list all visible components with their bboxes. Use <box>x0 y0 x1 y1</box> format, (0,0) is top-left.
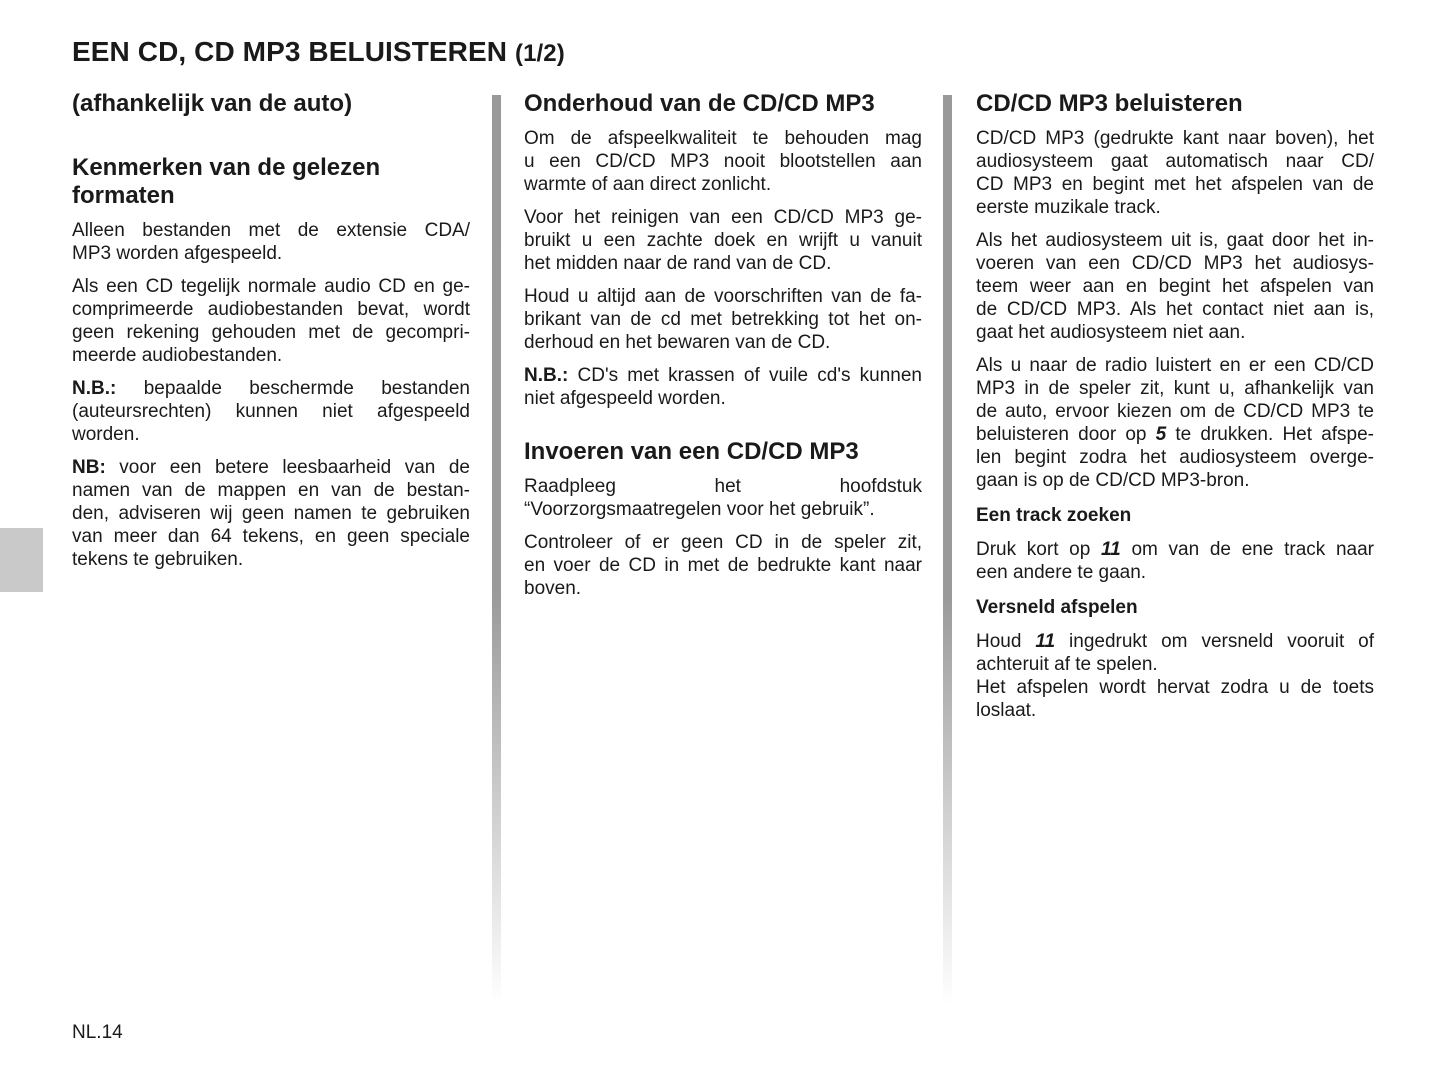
text-line <box>524 364 922 387</box>
text-line: warmte of aan direct zonlicht. <box>524 174 772 195</box>
text-line: (afhankelijk van de auto) <box>72 90 353 117</box>
paragraph <box>524 364 922 410</box>
text-line: Onderhoud van de CD/CD MP3 <box>524 90 875 117</box>
section-heading <box>976 90 1374 118</box>
emphasis-text: 5 <box>1155 424 1167 445</box>
column-left <box>72 90 470 581</box>
text-line: Versneld afspelen <box>976 597 1138 618</box>
paragraph <box>524 531 922 600</box>
chapter-tab-marker <box>0 528 43 592</box>
text-line: Alleen bestanden met de extensie CDA/ <box>72 220 470 241</box>
text-line: Kenmerken van de gelezen <box>72 154 381 181</box>
text-line: Voor het reinigen van een CD/CD MP3 ge- <box>524 207 922 228</box>
text-line: Als een CD tegelijk normale audio CD en ge- <box>72 276 470 297</box>
emphasis-text: 11 <box>1035 631 1056 652</box>
text-line: voeren van een CD/CD MP3 het audiosys- <box>976 253 1374 274</box>
text-line: “Voorzorgsmaatregelen voor het gebruik”. <box>524 499 875 520</box>
text-segment: beluisteren door op <box>976 424 1156 445</box>
text-line: worden. <box>72 424 140 445</box>
paragraph <box>976 676 1374 722</box>
paragraph <box>524 127 922 196</box>
page-title-main: EEN CD, CD MP3 BELUISTEREN <box>72 36 508 67</box>
paragraph <box>72 275 470 367</box>
section-heading <box>72 154 470 210</box>
paragraph <box>976 229 1374 344</box>
text-line: len begint zodra het audiosysteem overge- <box>976 447 1374 468</box>
text-segment: te drukken. Het afspe- <box>1166 424 1374 445</box>
text-line: een andere te gaan. <box>976 562 1147 583</box>
page-title-part: (1/2) <box>515 40 565 67</box>
text-line: brikant van de cd met betrekking tot het on- <box>524 309 922 330</box>
text-line: achteruit af te spelen. <box>976 654 1158 675</box>
text-line: loslaat. <box>976 700 1037 721</box>
text-line: Een track zoeken <box>976 505 1132 526</box>
text-line: den, adviseren wij geen namen te gebruiken <box>72 503 470 524</box>
page-title <box>72 36 565 68</box>
text-line: (auteursrechten) kunnen niet afgespeeld <box>72 401 470 422</box>
text-line: de CD/CD MP3. Als het contact niet aan is, <box>976 299 1374 320</box>
text-line <box>976 423 1374 446</box>
subsection-heading <box>976 596 1374 619</box>
text-line: Als u naar de radio luistert en er een CD/CD <box>976 355 1374 376</box>
text-line: Het afspelen wordt hervat zodra u de toets <box>976 677 1374 698</box>
text-line: het midden naar de rand van de CD. <box>524 253 832 274</box>
text-line: eerste muzikale track. <box>976 197 1161 218</box>
emphasis-text: NB: <box>72 457 106 478</box>
text-line: CD MP3 en begint met het afspelen van de <box>976 174 1374 195</box>
text-segment: ingedrukt om versneld vooruit of <box>1055 631 1375 652</box>
subsection-heading <box>976 504 1374 527</box>
text-line: gaan is op de CD/CD MP3-bron. <box>976 470 1250 491</box>
text-line: MP3 worden afgespeeld. <box>72 243 283 264</box>
text-line: de auto, ervoor kiezen om de CD/CD MP3 te <box>976 401 1374 422</box>
page-number: NL.14 <box>72 1022 123 1043</box>
section-heading <box>524 90 922 118</box>
text-segment: Druk kort op <box>976 539 1102 560</box>
emphasis-text: N.B.: <box>72 378 117 399</box>
text-line: u een CD/CD MP3 nooit blootstellen aan <box>524 151 922 172</box>
text-line: van meer dan 64 tekens, en geen speciale <box>72 526 470 547</box>
section-heading <box>524 438 922 466</box>
text-line: CD/CD MP3 beluisteren <box>976 90 1243 117</box>
text-line <box>976 630 1374 653</box>
text-line: bruikt u een zachte doek en wrijft u vanuit <box>524 230 922 251</box>
paragraph <box>524 206 922 275</box>
text-line: niet afgespeeld worden. <box>524 388 726 409</box>
text-line: Om de afspeelkwaliteit te behouden mag <box>524 128 922 149</box>
text-line: geen rekening gehouden met de gecompri- <box>72 322 470 343</box>
text-line: boven. <box>524 578 582 599</box>
column-middle <box>524 90 922 610</box>
text-line: namen van de mappen en van de bestan- <box>72 480 470 501</box>
column-right <box>976 90 1374 732</box>
paragraph <box>976 538 1374 584</box>
paragraph <box>524 285 922 354</box>
text-segment: voor een betere leesbaarheid van de <box>105 457 470 478</box>
text-line: comprimeerde audiobestanden bevat, wordt <box>72 299 470 320</box>
text-line: formaten <box>72 182 175 209</box>
paragraph <box>976 630 1374 676</box>
paragraph <box>72 377 470 446</box>
text-segment: CD's met krassen of vuile cd's kunnen <box>568 365 922 386</box>
paragraph <box>72 219 470 265</box>
paragraph <box>72 456 470 571</box>
text-line: derhoud en het bewaren van de CD. <box>524 332 831 353</box>
text-line: teem weer aan en begint het afspelen van <box>976 276 1374 297</box>
emphasis-text: N.B.: <box>524 365 569 386</box>
text-line: Als het audiosysteem uit is, gaat door het in- <box>976 230 1374 251</box>
column-divider-bar <box>943 95 952 1005</box>
text-segment: bepaalde beschermde bestanden <box>116 378 470 399</box>
paragraph <box>524 475 922 521</box>
text-line <box>72 456 470 479</box>
section-heading <box>72 90 470 118</box>
text-line: Houd u altijd aan de voorschriften van de fa- <box>524 286 922 307</box>
text-line: en voer de CD in met de bedrukte kant naar <box>524 555 922 576</box>
text-segment: Houd <box>976 631 1036 652</box>
text-line: audiosysteem gaat automatisch naar CD/ <box>976 151 1374 172</box>
text-line: tekens te gebruiken. <box>72 549 244 570</box>
paragraph <box>976 127 1374 219</box>
column-divider-bar <box>492 95 501 1005</box>
text-line: meerde audiobestanden. <box>72 345 283 366</box>
text-line: Controleer of er geen CD in de speler zit, <box>524 532 922 553</box>
emphasis-text: 11 <box>1101 539 1121 560</box>
text-line: CD/CD MP3 (gedrukte kant naar boven), het <box>976 128 1374 149</box>
text-line <box>72 377 470 400</box>
text-segment: om van de ene track naar <box>1120 539 1374 560</box>
text-line: Invoeren van een CD/CD MP3 <box>524 438 859 465</box>
text-line: Raadpleeg het hoofdstuk <box>524 476 922 497</box>
paragraph <box>976 354 1374 492</box>
text-line: MP3 in de speler zit, kunt u, afhankelijk van <box>976 378 1374 399</box>
text-line: gaat het audiosysteem niet aan. <box>976 322 1246 343</box>
text-line <box>976 538 1374 561</box>
